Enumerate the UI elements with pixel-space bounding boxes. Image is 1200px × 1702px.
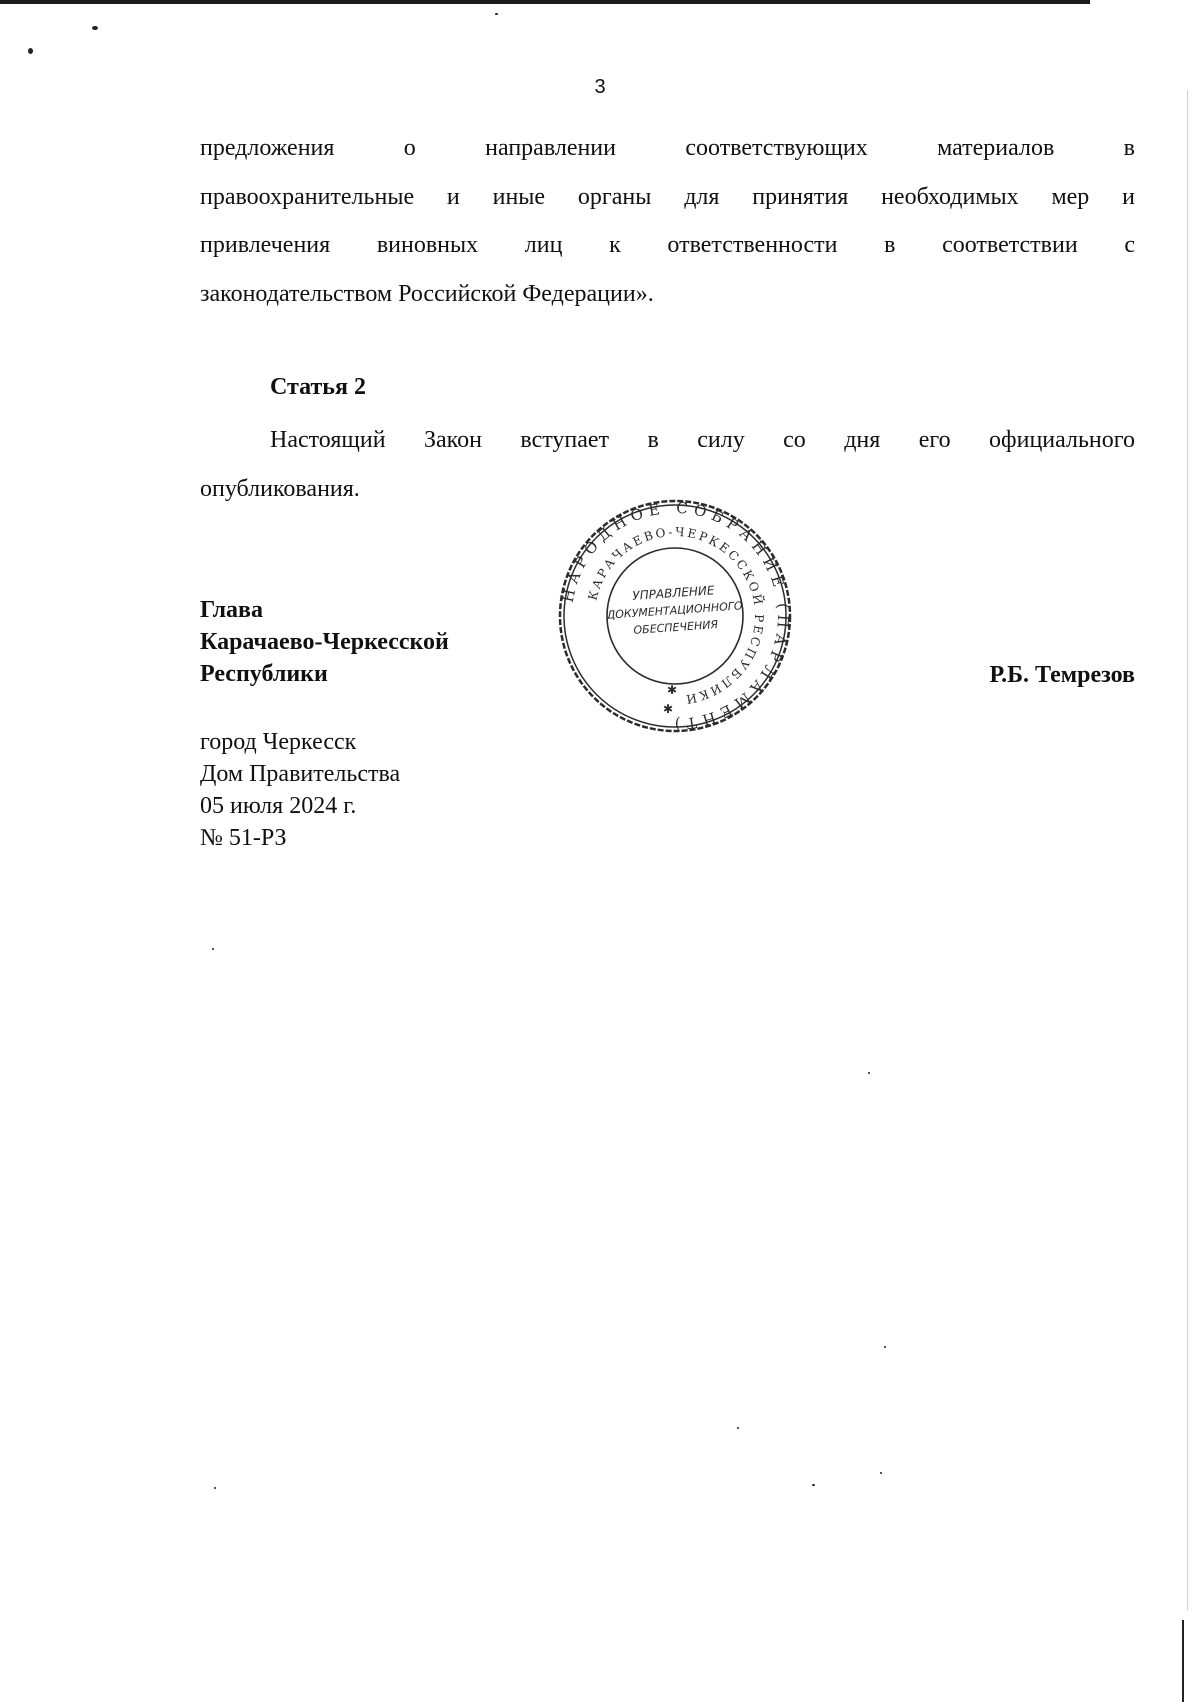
seal-center-line: УПРАВЛЕНИЕ [631, 583, 715, 603]
signatory-name: Р.Б. Темрезов [989, 662, 1135, 688]
paragraph-line: привлечения виновных лиц к ответственности в соответствии с [200, 232, 1135, 258]
signatory-title-line: Глава [200, 597, 263, 623]
seal-star-icon: ✱ [667, 683, 678, 697]
page-number: 3 [594, 76, 606, 98]
scan-speck [212, 948, 214, 950]
seal-outer-ring-path: НАРОДНОЕ СОБРАНИЕ (ПАРЛАМЕНТ) [558, 498, 793, 733]
scan-edge-top [0, 0, 1090, 4]
signatory-title-line: Карачаево-Черкесской [200, 629, 449, 655]
scan-speck [812, 1484, 815, 1486]
scan-speck [495, 13, 498, 15]
law-number: № 51-РЗ [200, 825, 287, 851]
signatory-title-line: Республики [200, 661, 328, 687]
scan-speck [28, 48, 33, 54]
issue-details [200, 726, 400, 854]
scan-edge-right [1187, 90, 1188, 1610]
official-seal-stamp [555, 498, 795, 733]
paragraph-line: предложения о направлении соответствующих материалов в [200, 135, 1135, 161]
scan-speck [92, 26, 98, 30]
article-line: опубликования. [200, 475, 360, 502]
scan-speck [880, 1472, 882, 1474]
seal-star-icon: ✱ [663, 702, 674, 716]
scan-speck [868, 1072, 870, 1074]
scan-edge-corner [1182, 1620, 1184, 1702]
article-line: Настоящий Закон вступает в силу со дня его официального [270, 427, 1135, 453]
seal-inner-ring-path: КАРАЧАЕВО-ЧЕРКЕССКОЙ РЕСПУБЛИКИ [585, 524, 767, 707]
issue-date: 05 июля 2024 г. [200, 793, 357, 819]
article-heading: Статья 2 [270, 374, 366, 400]
scan-speck [737, 1427, 739, 1429]
paragraph-continued [200, 124, 1135, 318]
issue-building: Дом Правительства [200, 761, 401, 787]
scan-speck [214, 1487, 216, 1489]
signatory-title [200, 594, 449, 690]
seal-center-line: ДОКУМЕНТАЦИОННОГО [606, 599, 743, 622]
paragraph-line: правоохранительные и иные органы для принятия необходимых мер и [200, 183, 1135, 210]
scan-speck [884, 1346, 886, 1348]
issue-place: город Черкесск [200, 729, 357, 755]
seal-center-line: ОБЕСПЕЧЕНИЯ [633, 618, 719, 637]
paragraph-line: законодательством Российской Федерации». [200, 280, 654, 307]
